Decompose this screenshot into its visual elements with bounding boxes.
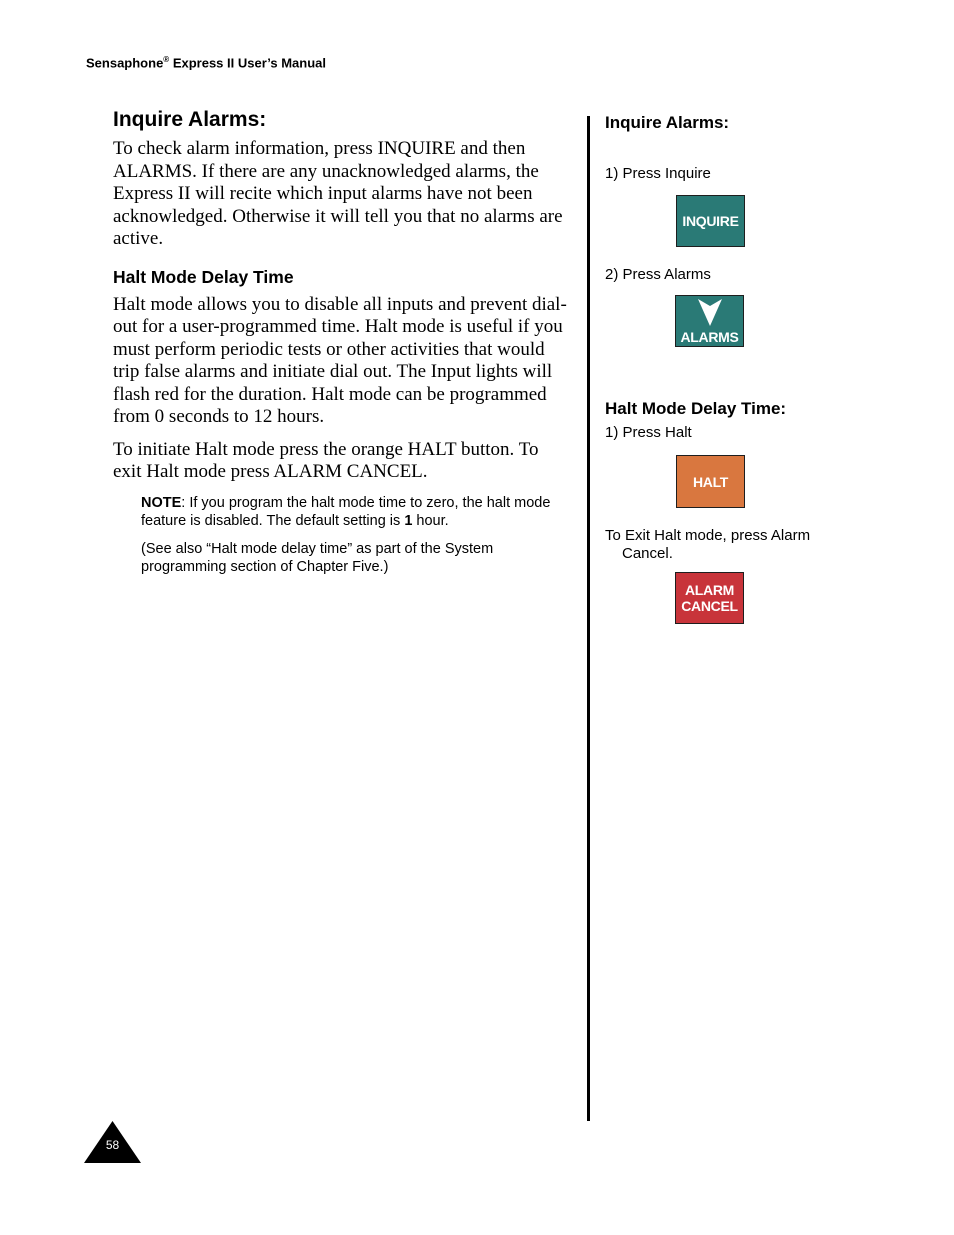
note-label: NOTE [141,494,182,511]
note-default-value: 1 [404,513,413,529]
alarms-key-label: ALARMS [680,329,739,345]
alarm-cancel-key-line-2: CANCEL [681,598,738,614]
inquire-key [676,195,745,247]
exit-halt-instruction [605,527,845,563]
alarm-cancel-key [675,572,744,624]
manual-title: Express II User’s Manual [169,55,326,71]
note-text-start: : If you program the halt mode time to zero, the halt mode feature is disabled. The default setting is [141,494,551,529]
halt-mode-heading: Halt Mode Delay Time [113,266,294,287]
inquire-alarms-heading: Inquire Alarms: [113,108,267,131]
step-press-halt: 1) Press Halt [605,424,692,441]
halt-initiate-paragraph: To initiate Halt mode press the orange HALT button. To exit Halt mode press ALARM CANCEL. [113,438,539,482]
halt-key [676,455,745,508]
exit-halt-line-1: To Exit Halt mode, press Alarm [605,527,811,544]
note-paragraph [141,494,561,531]
down-arrow-icon [698,299,722,326]
halt-mode-paragraph: Halt mode allows you to disable all inputs and prevent dial-out for a user-programmed time. Halt mode is useful if you must perform periodic tests or other activities that would trip false alarms and initiate dial out. The Input lights will flash red for the duration. Halt mode can be programmed from 0 seconds to 12 hours. [113,293,567,427]
halt-key-label: HALT [692,473,729,490]
alarm-cancel-key-line-1: ALARM [684,582,735,598]
exit-halt-line-2: Cancel. [622,545,673,562]
running-header [86,55,326,70]
left-column [113,108,568,577]
note-block [141,494,561,577]
registered-mark: ® [163,55,170,64]
see-also-paragraph: (See also “Halt mode delay time” as part of the System programming section of Chapter Five.) [141,540,494,575]
inquire-alarms-paragraph: To check alarm information, press INQUIRE and then ALARMS. If there are any unacknowledged alarms, the Express II will recite which input alarms have not been acknowledged. Otherwise it will tell you that no alarms are active. [113,138,563,249]
sidebar-inquire-heading: Inquire Alarms: [605,113,730,132]
column-divider [587,116,590,1121]
inquire-key-label: INQUIRE [682,213,739,229]
page-number: 58 [105,1138,120,1152]
note-text-end: hour. [412,513,449,529]
alarms-key [675,295,744,347]
brand-name: Sensaphone [86,55,164,71]
step-press-inquire: 1) Press Inquire [605,165,711,182]
page-number-marker [84,1121,141,1163]
sidebar-halt-heading: Halt Mode Delay Time: [605,399,787,418]
step-press-alarms: 2) Press Alarms [605,266,711,283]
